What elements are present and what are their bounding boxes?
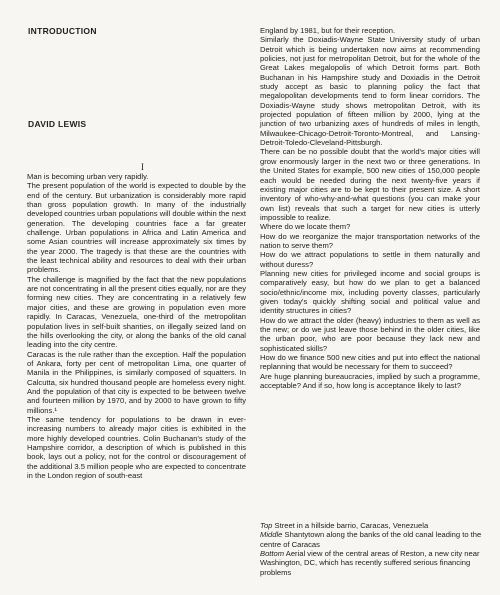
paragraph: There can be no possible doubt that the world's major cities will grow enormously larger in the next two or three generations. In the United States for example, 500 new cities of 150,000 people each would be needed during the next twenty-five years if existing major cities are to be kept to their present size. A short inventory of who-why-and-what questions (you can make your own list) reveals that such a target for new cities is utterly impossible to realize. xyxy=(260,147,480,222)
paragraph: The present population of the world is expected to double by the end of the century. But urbanization is considerably more rapid than gross population growth. In many of the industrially developed countries urban populations will double within the next generation. The developing countries face a far greater challenge. Urban populations in Africa and Latin America and some Asian countries will increase approximately six times by the year 2000. The tragedy is that these are the countries with the least technical ability and resources to deal with their urban problems. xyxy=(27,181,246,275)
caption-top xyxy=(260,521,485,530)
caption-text: Street in a hillside barrio, Caracas, Venezuela xyxy=(274,521,429,530)
caption-text: Shantytown along the banks of the old canal leading to the centre of Caracas xyxy=(260,530,482,549)
paragraph: Caracas is the rule rather than the exception. Half the population of Ankara, forty per cent of metropolitan Lima, one quarter of Manila in the Philippines, is similarly composed of squatters. In Calcutta, six hundred thousand people are homeless every night. And the population of that city is expected to be between twelve and fourteen million by 1970, and by 2000 to have grown to fifty millions.¹ xyxy=(27,349,246,415)
caption-bottom xyxy=(260,549,485,577)
caption-key: Middle xyxy=(260,530,283,540)
paragraph: Man is becoming urban very rapidly. xyxy=(27,172,149,181)
caption-text: Aerial view of the central areas of Reston, a new city near Washington, DC, which has recently suffered serious financing problems xyxy=(260,549,480,577)
caption-key: Top xyxy=(260,521,273,530)
paragraph: Where do we locate them? xyxy=(260,222,351,232)
paragraph: The challenge is magnified by the fact that the new populations are not concentrating in all the present cities equally, nor are they forming new cities. They are concentrating in a relatively few major cities, and these are growing in population even more rapidly. In Caracas, Venezuela, one-third of the metropolitan population lives in self-built shanties, on illegally seized land on the hills overlooking the city, or along the banks of the old canal leading into the city centre. xyxy=(27,274,246,350)
paragraph: How do we reorganize the major transportation networks of the nation to serve them? xyxy=(260,231,480,250)
photo-captions xyxy=(260,521,485,577)
caption-key: Bottom xyxy=(260,549,285,559)
author-name: DAVID LEWIS xyxy=(28,119,87,129)
left-column xyxy=(27,172,246,480)
paragraph: How do we attract populations to settle in them naturally and without duress? xyxy=(260,250,480,269)
paragraph: Planning new cities for privileged income and social groups is comparatively easy, but how do we plan to get a balanced socio/ethnic/income mix, including poverty classes, particularly given today's quickly shifting social and political value and identity structures in cities? xyxy=(260,268,480,316)
paragraph: How do we finance 500 new cities and put into effect the national replanning that would be necessary for them to succeed? xyxy=(260,353,480,372)
paragraph: Are huge planning bureaucracies, implied by such a programme, acceptable? And if so, how long is acceptance likely to last? xyxy=(260,371,480,391)
section-numeral: I xyxy=(141,162,144,172)
caption-middle xyxy=(260,530,485,549)
paragraph: How do we attract the older (heavy) industries to them as well as the new; or do we just leave those behind in the older cities, like the urban poor, who are poor because they lack new and sophisticated skills? xyxy=(260,315,480,353)
paragraph: Similarly the Doxiadis-Wayne State University study of urban Detroit which is being undertaken now aims at recommending policies, not just for metropolitan Detroit, but for the whole of the Great Lakes megalopolis of which Detroit forms part. Both Buchanan in his Hampshire study and Doxiadis in the Detroit study accept as basic to planning policy the fact that megalopolitan developments tend to form linear corridors. The Doxiadis-Wayne study shows metropolitan Detroit, with its projected population of fifteen million by 2000, lying at the junction of two urbanizing axes of hundreds of miles in length, Milwaukee-Chicago-Detroit-Toronto-Montreal, and Lansing-Detroit-Toledo-Cleveland-Pittsburgh. xyxy=(260,35,480,148)
right-column xyxy=(260,26,480,390)
paragraph: England by 1981, but for their reception. xyxy=(260,26,396,35)
paragraph: The same tendency for populations to be drawn in ever-increasing numbers to already major cities is exhibited in the more highly developed countries. Colin Buchanan's study of the Hampshire corridor, a description of which is published in this book, lays out a policy, not for the control or discouragement of the additional 3.5 million people who are expected to concentrate in the London region of south-east xyxy=(27,414,246,480)
section-title: INTRODUCTION xyxy=(28,26,97,36)
